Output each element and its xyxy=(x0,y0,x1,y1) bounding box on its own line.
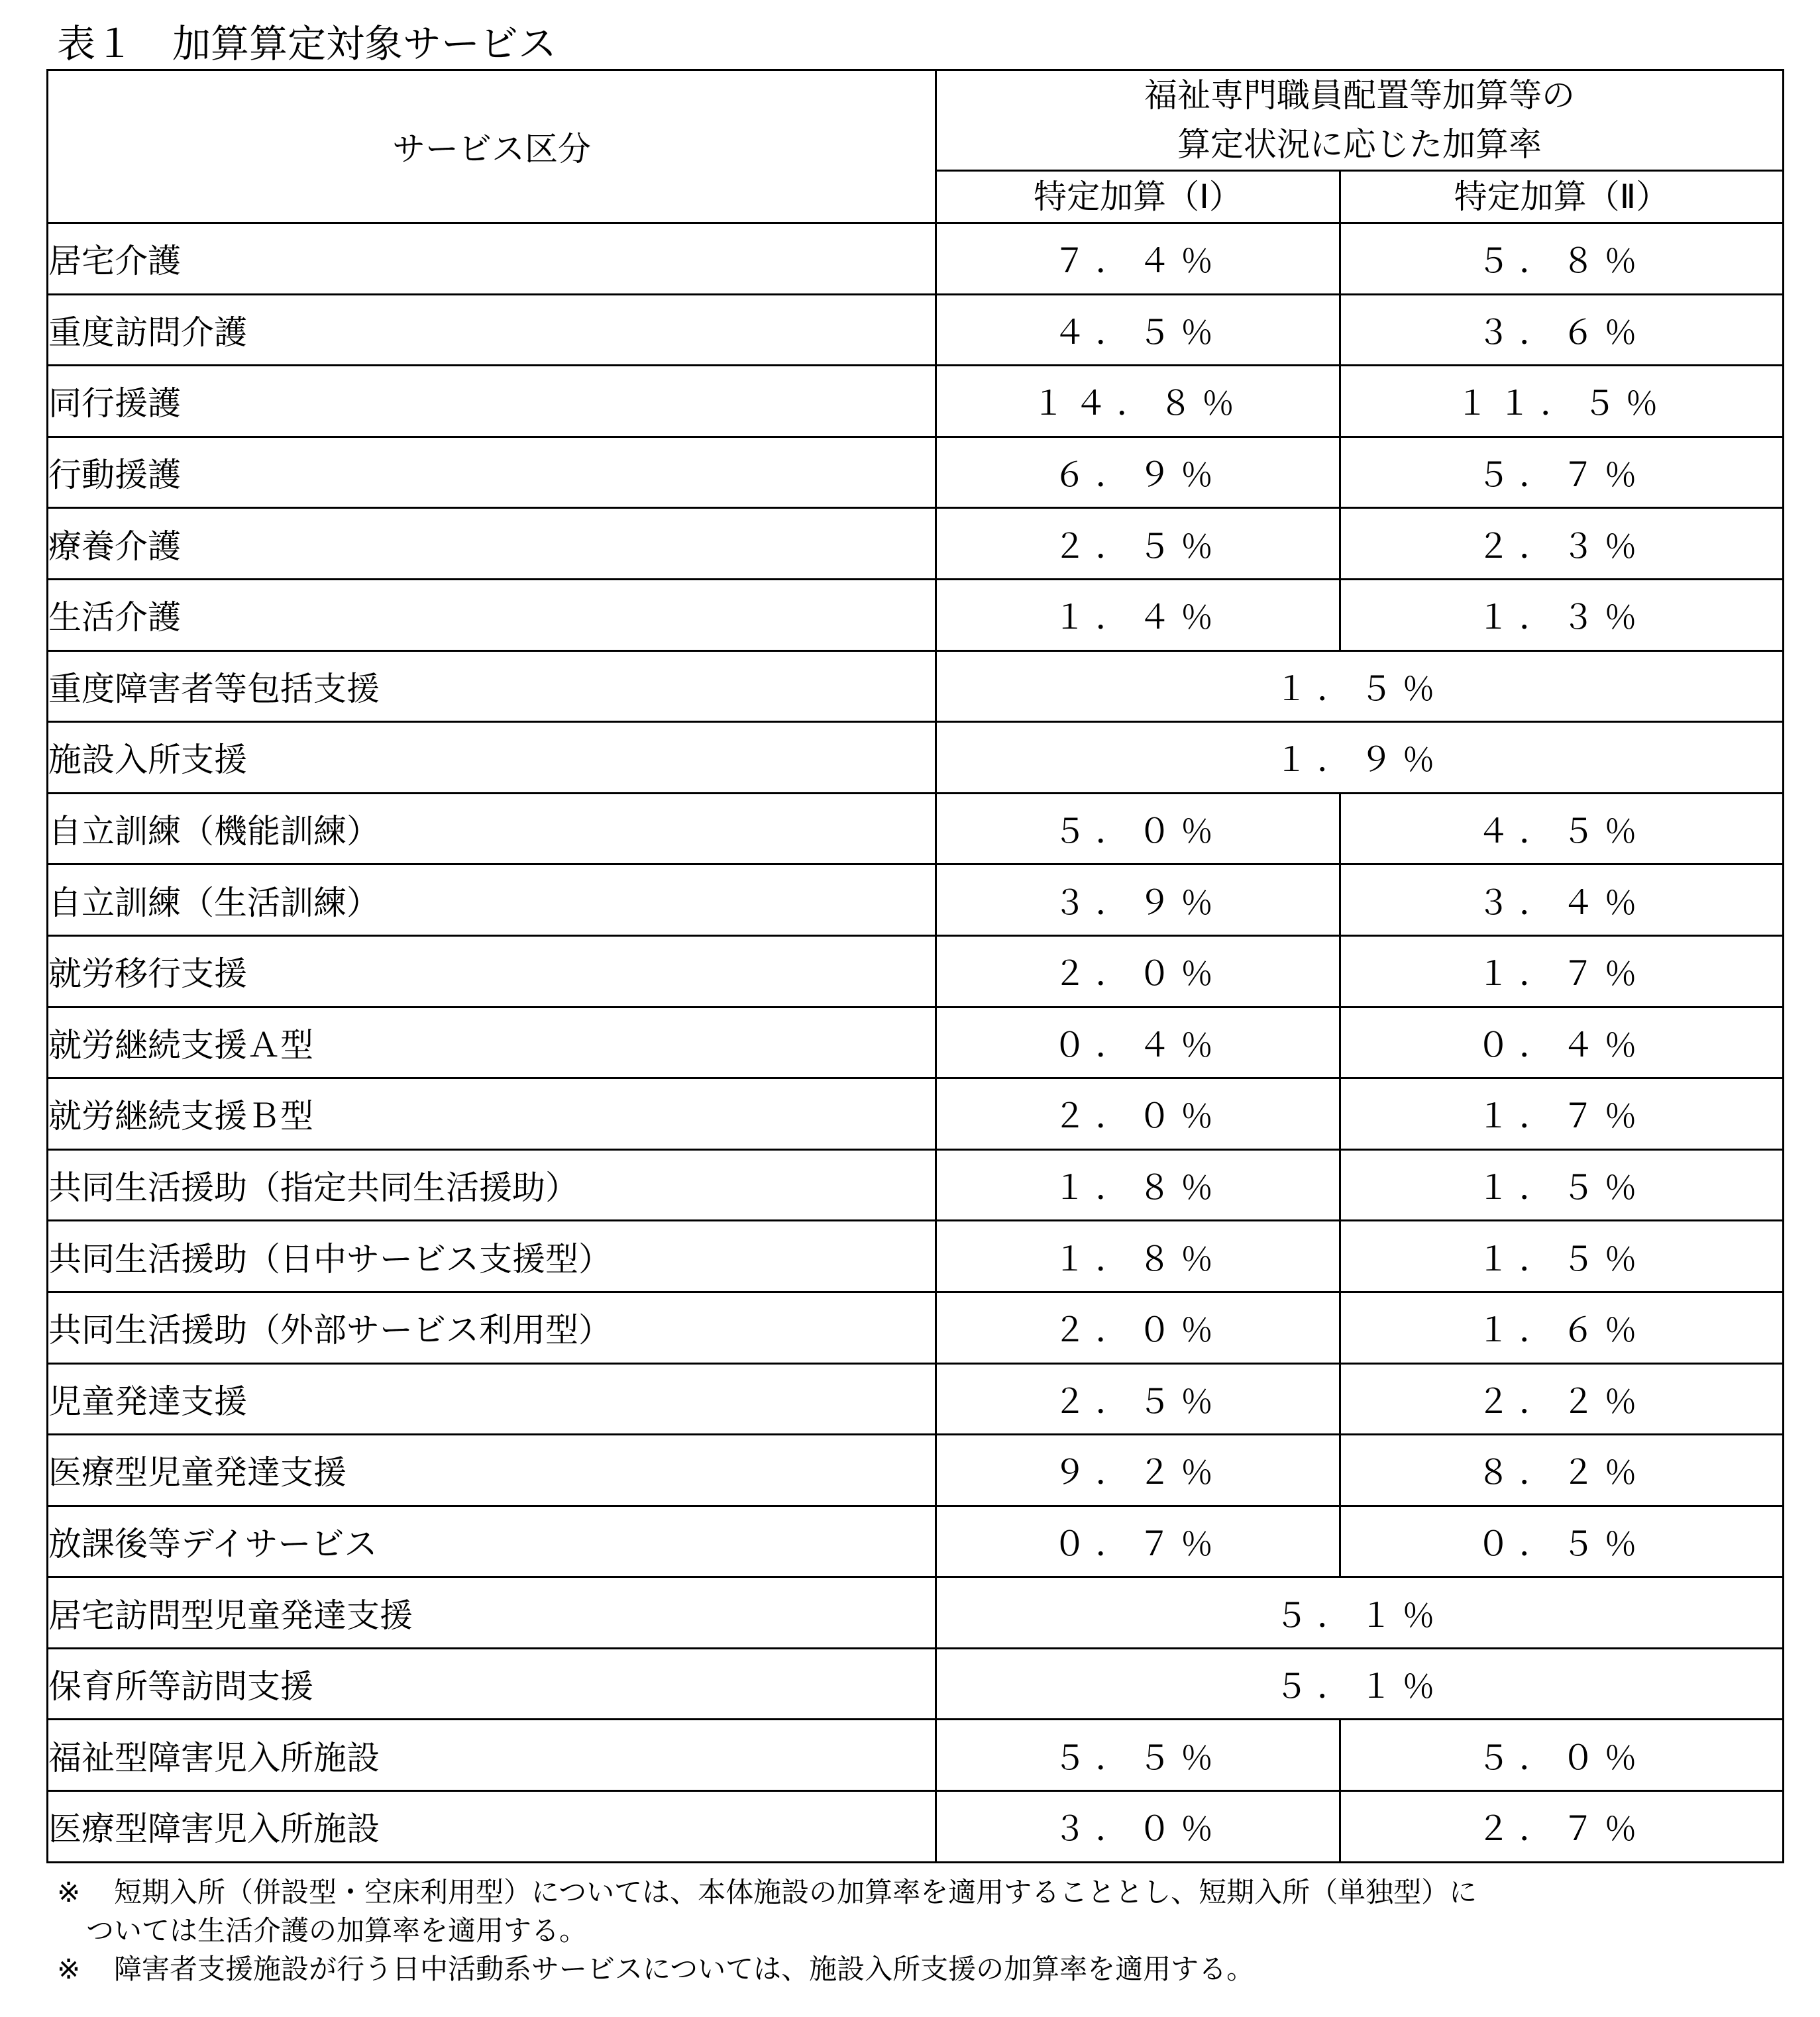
service-column-header: サービス区分 xyxy=(48,70,936,223)
service-name-cell: 重度障害者等包括支援 xyxy=(48,650,936,722)
service-name-cell: 重度訪問介護 xyxy=(48,294,936,366)
rate-special-1-cell: １．４％ xyxy=(936,579,1340,650)
combined-rate-cell: １．９％ xyxy=(936,722,1784,794)
table-row xyxy=(48,1149,1784,1221)
rate-special-2-cell: ２．２％ xyxy=(1340,1363,1784,1435)
service-name-cell: 生活介護 xyxy=(48,579,936,650)
table-row xyxy=(48,437,1784,508)
note-mark: ※ xyxy=(57,1876,81,1908)
rate-special-2-cell: ８．２％ xyxy=(1340,1435,1784,1506)
rate-special-2-cell: １．７％ xyxy=(1340,1078,1784,1150)
note-mark: ※ xyxy=(57,1953,81,1985)
combined-rate-cell: ５．１％ xyxy=(936,1577,1784,1649)
rate-special-1-cell: ２．５％ xyxy=(936,508,1340,580)
service-name-cell: 保育所等訪問支援 xyxy=(48,1648,936,1720)
footnotes xyxy=(57,1873,1477,1989)
table-row xyxy=(48,650,1784,722)
rate-special-1-cell: ５．０％ xyxy=(936,793,1340,864)
table-row xyxy=(48,1720,1784,1791)
rate-special-2-cell: ３．４％ xyxy=(1340,864,1784,936)
rate-special-1-cell: ５．５％ xyxy=(936,1720,1340,1791)
rate-special-2-cell: １１．５％ xyxy=(1340,366,1784,437)
rate-special-2-cell: ３．６％ xyxy=(1340,294,1784,366)
rate-special-1-cell: ３．９％ xyxy=(936,864,1340,936)
table-row xyxy=(48,508,1784,580)
rate-special-2-cell: １．７％ xyxy=(1340,935,1784,1007)
service-name-cell: 放課後等デイサービス xyxy=(48,1506,936,1577)
table-row xyxy=(48,935,1784,1007)
rate-group-header-line1: 福祉専門職員配置等加算等の xyxy=(1144,76,1575,115)
rate-special-2-cell: ２．７％ xyxy=(1340,1791,1784,1863)
service-name-cell: 医療型児童発達支援 xyxy=(48,1435,936,1506)
rate-group-header xyxy=(936,70,1784,171)
rate-special-2-cell: １．６％ xyxy=(1340,1292,1784,1363)
service-name-cell: 就労継続支援Ｂ型 xyxy=(48,1078,936,1150)
rate-special-1-cell: ２．０％ xyxy=(936,935,1340,1007)
rate-special-2-cell: ５．０％ xyxy=(1340,1720,1784,1791)
table-row xyxy=(48,1577,1784,1649)
rate-special-2-cell: ５．８％ xyxy=(1340,223,1784,295)
table-row xyxy=(48,722,1784,794)
table-row xyxy=(48,366,1784,437)
footnote-1 xyxy=(57,1873,1477,1912)
footnote-1-continued xyxy=(57,1912,1477,1950)
rate-special-2-cell: ４．５％ xyxy=(1340,793,1784,864)
footnote-2-text: 障害者支援施設が行う日中活動系サービスについては、施設入所支援の加算率を適用する。 xyxy=(114,1953,1255,1985)
header-row xyxy=(48,70,1784,171)
rate-special-2-cell: ５．７％ xyxy=(1340,437,1784,508)
rate-special-1-cell: ２．５％ xyxy=(936,1363,1340,1435)
rate-special-2-cell: ０．５％ xyxy=(1340,1506,1784,1577)
footnote-1-line1: 短期入所（併設型・空床利用型）については、本体施設の加算率を適用することとし、短期入所（単独型）に xyxy=(114,1876,1477,1908)
service-name-cell: 共同生活援助（外部サービス利用型） xyxy=(48,1292,936,1363)
service-name-cell: 居宅訪問型児童発達支援 xyxy=(48,1577,936,1649)
rate-special-1-cell: ７．４％ xyxy=(936,223,1340,295)
table-row xyxy=(48,1078,1784,1150)
table-row xyxy=(48,294,1784,366)
table-row xyxy=(48,1007,1784,1078)
rate-special-1-cell: １．８％ xyxy=(936,1221,1340,1292)
service-name-cell: 自立訓練（生活訓練） xyxy=(48,864,936,936)
table-row xyxy=(48,1506,1784,1577)
col-header-special-1: 特定加算（Ⅰ） xyxy=(936,170,1340,223)
rate-special-2-cell: ２．３％ xyxy=(1340,508,1784,580)
rate-special-1-cell: １．８％ xyxy=(936,1149,1340,1221)
service-name-cell: 児童発達支援 xyxy=(48,1363,936,1435)
service-name-cell: 医療型障害児入所施設 xyxy=(48,1791,936,1863)
rate-special-2-cell: １．５％ xyxy=(1340,1149,1784,1221)
rate-special-1-cell: ２．０％ xyxy=(936,1292,1340,1363)
table-row xyxy=(48,223,1784,295)
service-name-cell: 居宅介護 xyxy=(48,223,936,295)
rate-special-2-cell: １．５％ xyxy=(1340,1221,1784,1292)
service-name-cell: 同行援護 xyxy=(48,366,936,437)
service-name-cell: 共同生活援助（日中サービス支援型） xyxy=(48,1221,936,1292)
table-row xyxy=(48,579,1784,650)
rate-special-1-cell: ９．２％ xyxy=(936,1435,1340,1506)
table-row xyxy=(48,1221,1784,1292)
col-header-special-2: 特定加算（Ⅱ） xyxy=(1340,170,1784,223)
service-name-cell: 共同生活援助（指定共同生活援助） xyxy=(48,1149,936,1221)
table-row xyxy=(48,793,1784,864)
combined-rate-cell: ５．１％ xyxy=(936,1648,1784,1720)
table-title: 表１ 加算算定対象サービス xyxy=(57,21,557,66)
service-name-cell: 行動援護 xyxy=(48,437,936,508)
rates-table xyxy=(46,69,1784,1863)
rate-special-1-cell: ３．０％ xyxy=(936,1791,1340,1863)
service-name-cell: 就労継続支援Ａ型 xyxy=(48,1007,936,1078)
service-name-cell: 療養介護 xyxy=(48,508,936,580)
rate-special-2-cell: １．３％ xyxy=(1340,579,1784,650)
footnote-2 xyxy=(57,1950,1477,1989)
service-name-cell: 施設入所支援 xyxy=(48,722,936,794)
service-name-cell: 福祉型障害児入所施設 xyxy=(48,1720,936,1791)
rate-special-1-cell: ４．５％ xyxy=(936,294,1340,366)
rate-special-1-cell: １４．８％ xyxy=(936,366,1340,437)
table-row xyxy=(48,864,1784,936)
table-row xyxy=(48,1363,1784,1435)
rate-special-2-cell: ０．４％ xyxy=(1340,1007,1784,1078)
rate-special-1-cell: ２．０％ xyxy=(936,1078,1340,1150)
table-row xyxy=(48,1791,1784,1863)
rate-special-1-cell: ６．９％ xyxy=(936,437,1340,508)
table-row xyxy=(48,1292,1784,1363)
table-row xyxy=(48,1435,1784,1506)
combined-rate-cell: １．５％ xyxy=(936,650,1784,722)
rate-special-1-cell: ０．７％ xyxy=(936,1506,1340,1577)
service-name-cell: 自立訓練（機能訓練） xyxy=(48,793,936,864)
table-row xyxy=(48,1648,1784,1720)
footnote-1-line2: ついては生活介護の加算率を適用する。 xyxy=(86,1914,588,1947)
rate-group-header-line2: 算定状況に応じた加算率 xyxy=(1177,125,1542,164)
service-name-cell: 就労移行支援 xyxy=(48,935,936,1007)
rate-special-1-cell: ０．４％ xyxy=(936,1007,1340,1078)
